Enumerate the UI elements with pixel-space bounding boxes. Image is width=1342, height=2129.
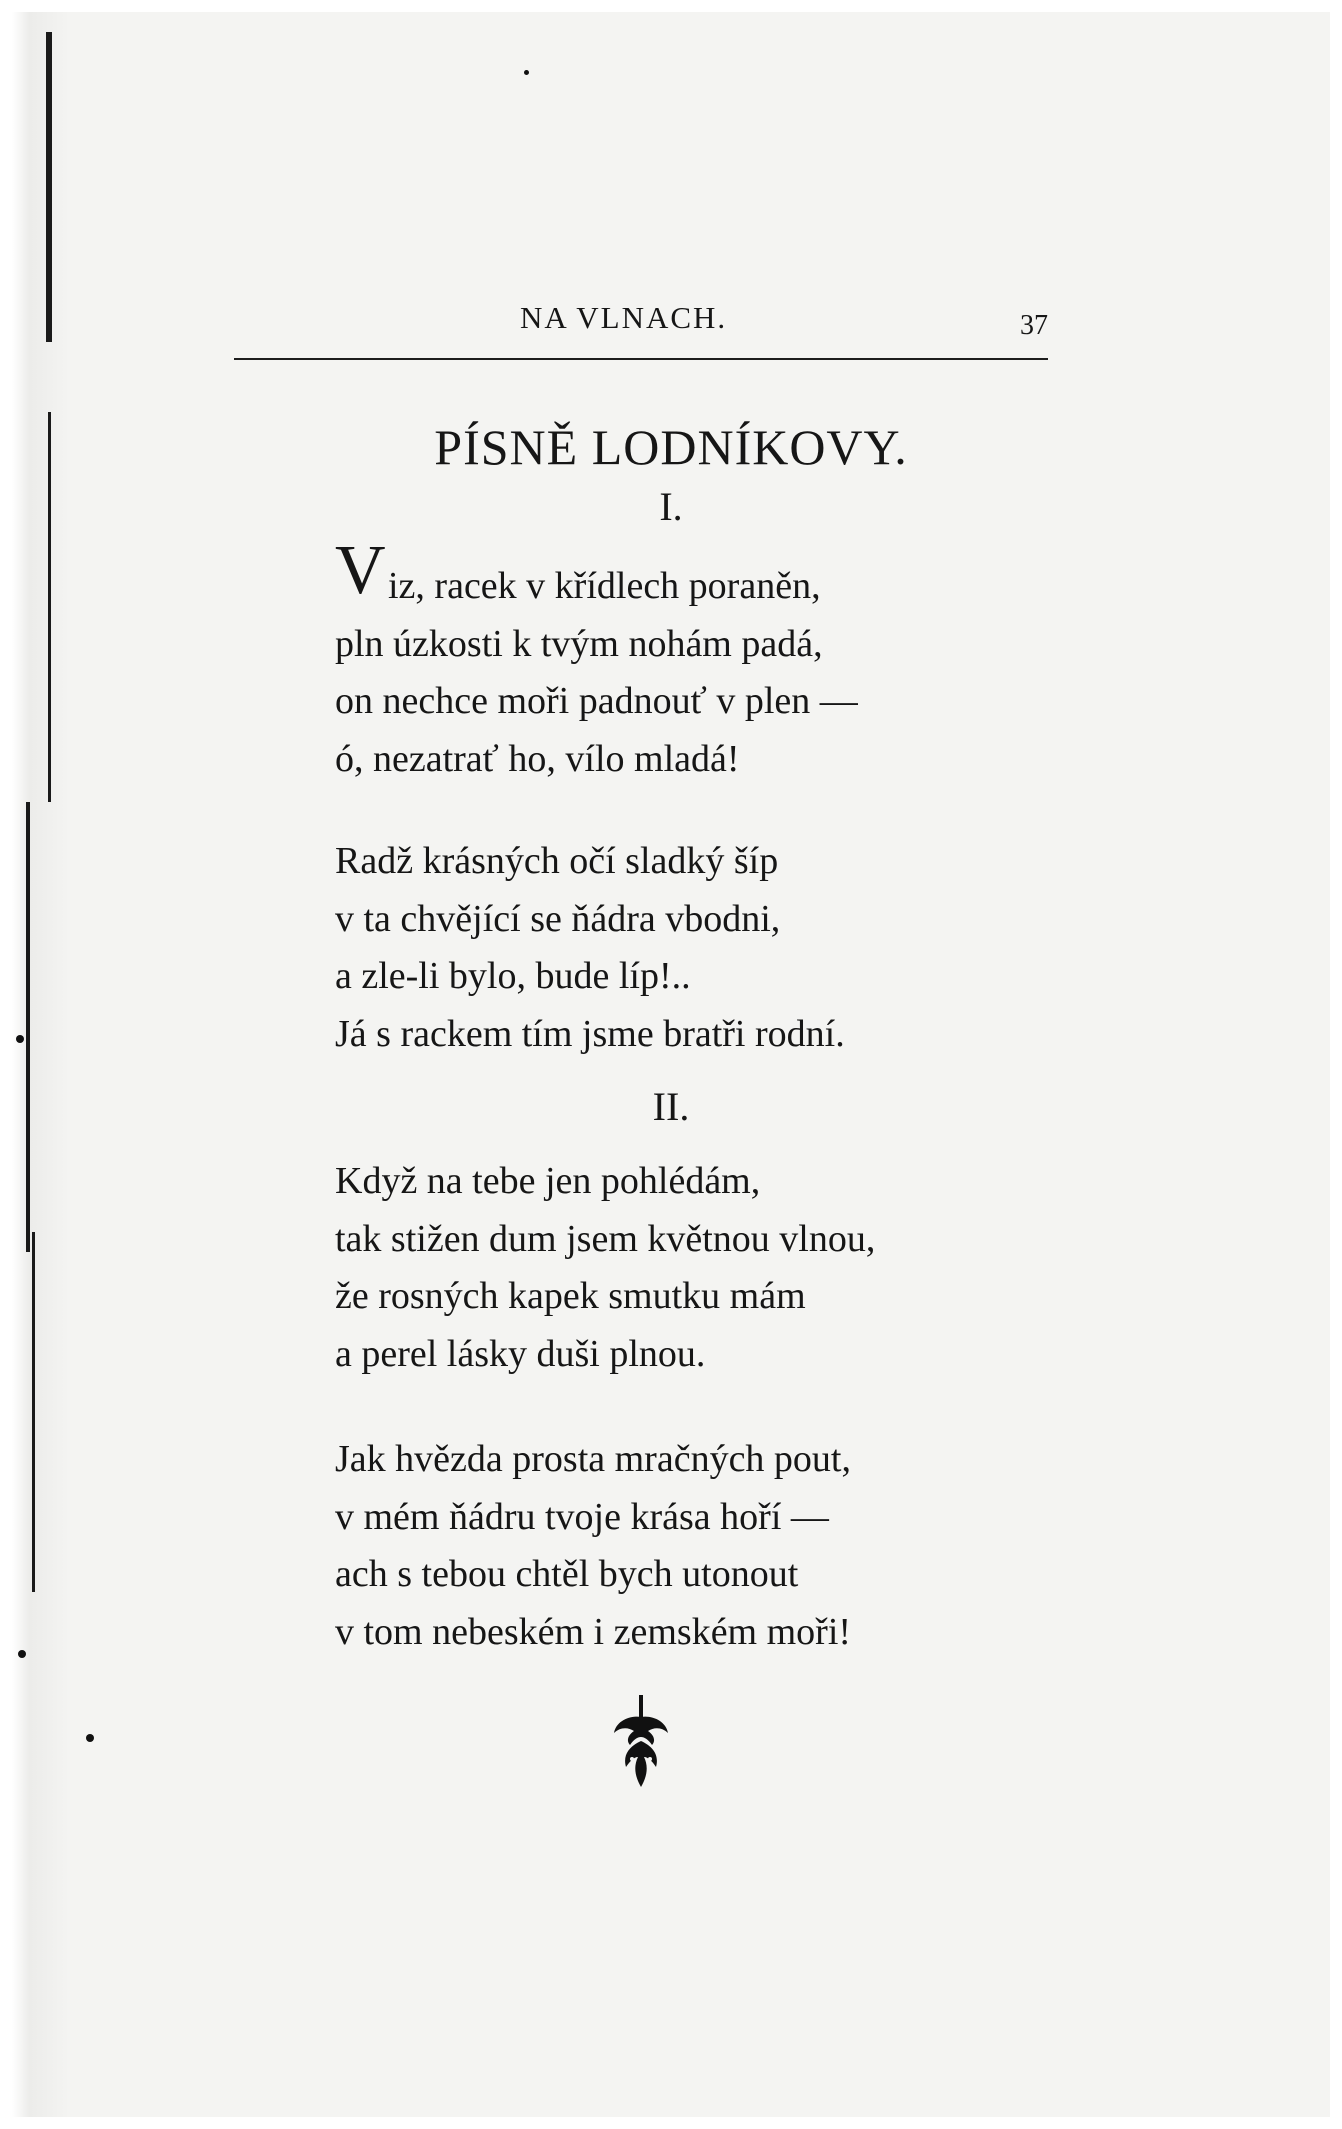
verse-line: a perel lásky duši plnou. [335, 1332, 706, 1375]
verse-line: a zle-li bylo, bude líp!.. [335, 955, 691, 997]
running-header [234, 298, 1048, 360]
ink-speck [524, 70, 529, 75]
section-number-2: II. [652, 1084, 690, 1129]
verse-line: v tom nebeském i zemském moři! [335, 1610, 852, 1653]
verse-line: že rosných kapek smutku mám [335, 1275, 806, 1317]
verse-line: Radž krásných očí sladký šíp [335, 840, 779, 882]
verse-line: Jak hvězda prosta mračných pout, [335, 1438, 851, 1480]
ink-speck [86, 1734, 94, 1742]
ink-speck [18, 1650, 26, 1658]
verse-line: Když na tebe jen pohlédám, [335, 1160, 761, 1202]
ink-speck [16, 1035, 24, 1043]
verse-line: ó, nezatrať ho, vílo mladá! [335, 737, 740, 780]
stanza-2 [335, 833, 845, 1063]
verse-line: Já s rackem tím jsme bratři rodní. [335, 1012, 845, 1055]
binding-line [32, 1232, 35, 1592]
drop-cap: V [335, 532, 386, 609]
verse-line: v ta chvějící se ňádra vbodni, [335, 897, 781, 940]
verse-line: tak stižen dum jsem květnou vlnou, [335, 1217, 876, 1260]
poem-title: PÍSNĚ LODNÍKOVY. [434, 419, 908, 475]
binding-line [46, 32, 52, 342]
stanza-1 [335, 558, 858, 788]
fleuron-ornament-icon [610, 1695, 672, 1791]
verse-line: pln úzkosti k tvým nohám padá, [335, 622, 823, 665]
running-title: NA VLNACH. [520, 300, 728, 335]
stanza-3 [335, 1153, 875, 1383]
binding-line [26, 802, 30, 1252]
page-number: 37 [1020, 310, 1048, 341]
page-binding-edge [12, 12, 70, 2117]
section-number-1: I. [659, 484, 683, 529]
verse-line: v mém ňádru tvoje krása hoří — [335, 1495, 829, 1538]
verse-line: iz, racek v křídlech poraněn, [388, 565, 821, 607]
verse-line: on nechce moři padnouť v plen — [335, 680, 858, 722]
stanza-4 [335, 1431, 851, 1661]
verse-line: ach s tebou chtěl bych utonout [335, 1553, 799, 1595]
